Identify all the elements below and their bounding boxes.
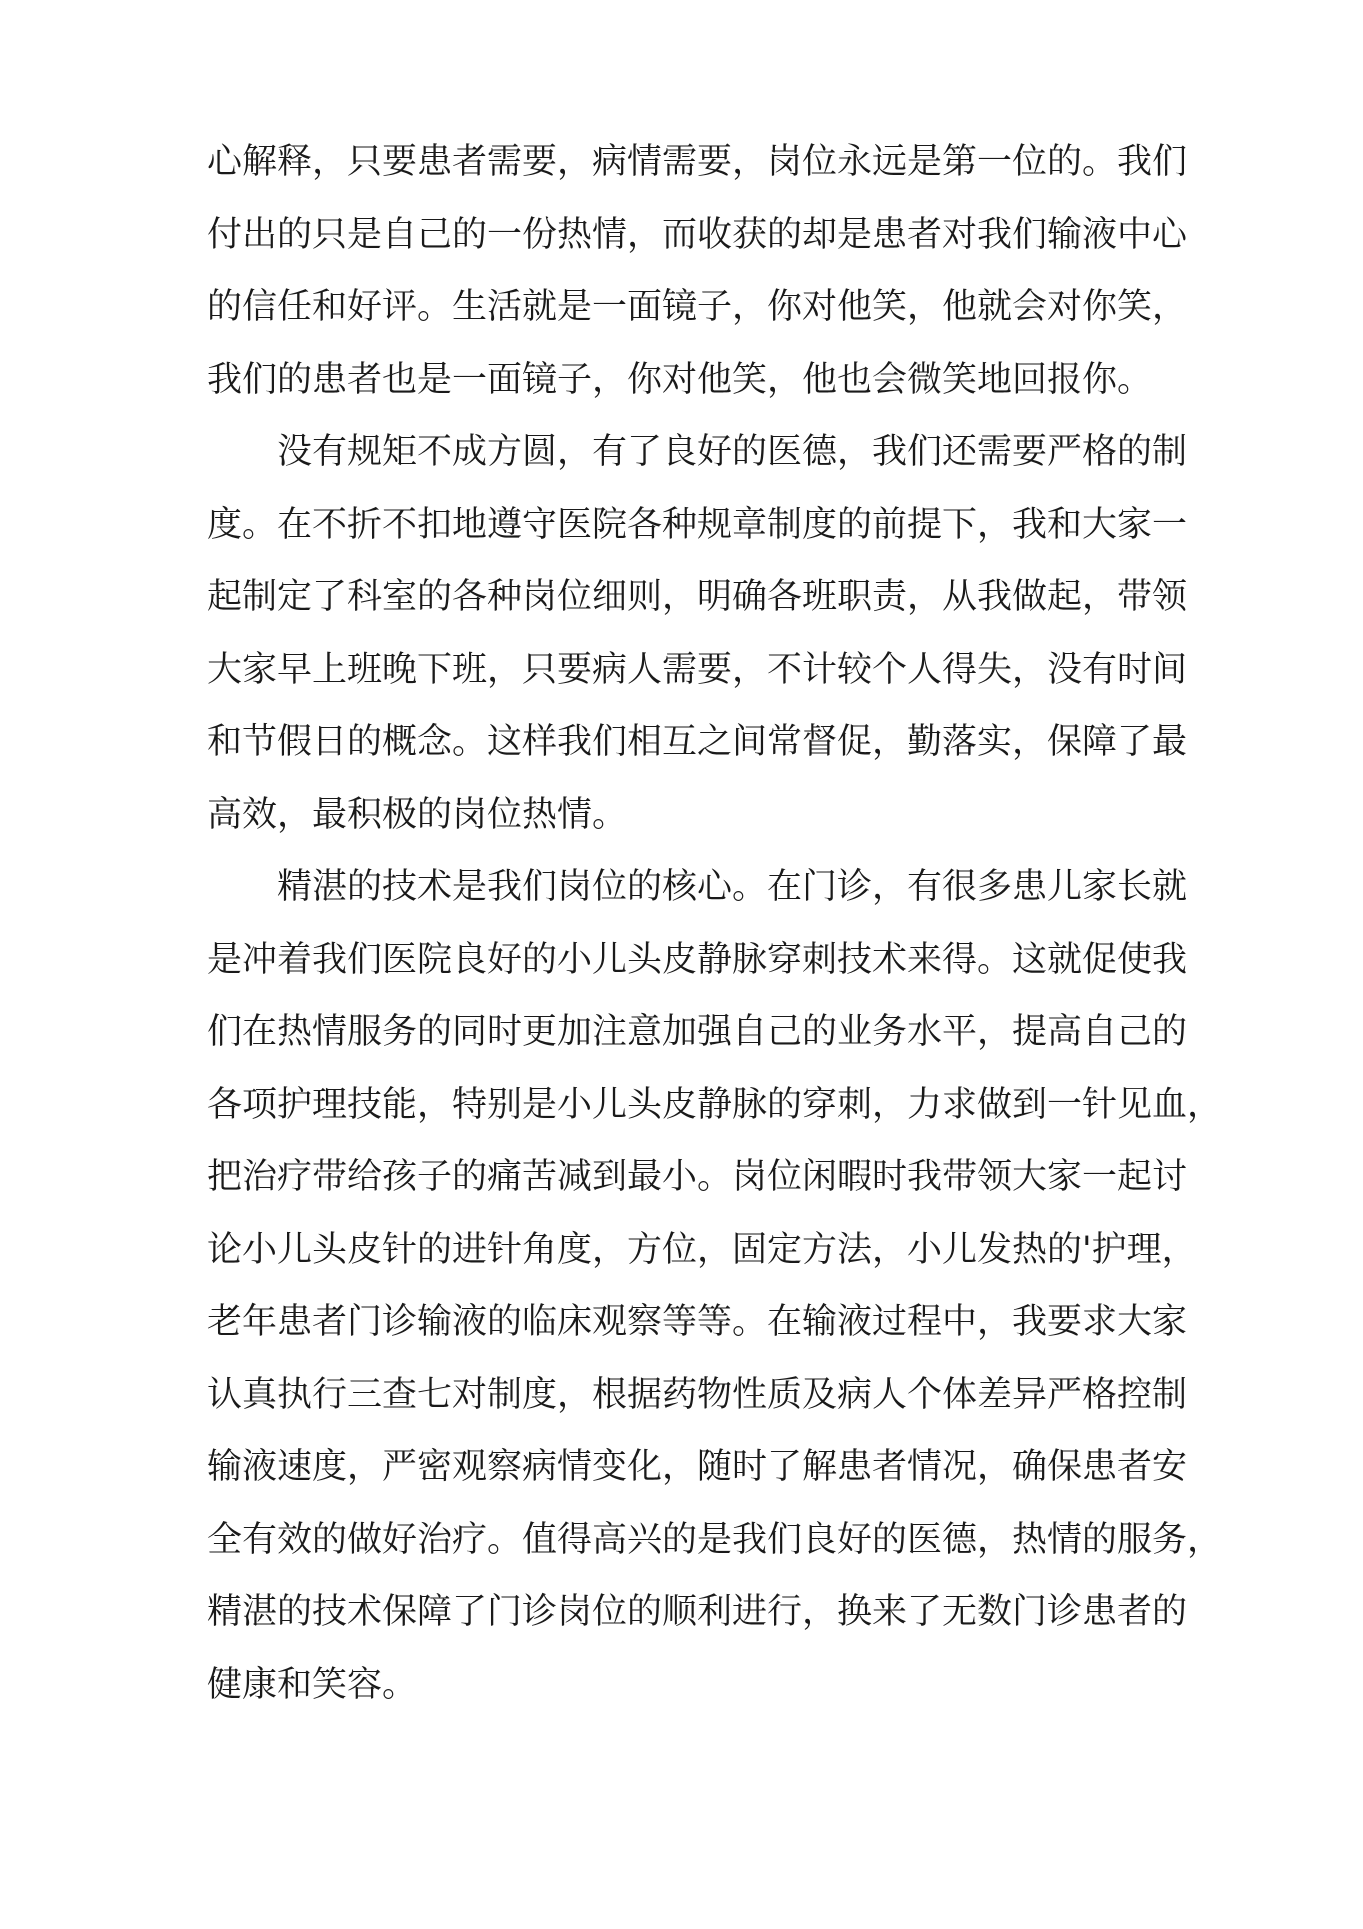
- paragraph-1: [207, 126, 1187, 416]
- paragraph-3: [207, 851, 1223, 1721]
- paragraph-line: 度。在不折不扣地遵守医院各种规章制度的前提下，我和大家一: [207, 504, 1188, 545]
- paragraph-line: 心解释，只要患者需要，病情需要，岗位永远是第一位的。我们: [207, 142, 1188, 182]
- paragraph-line: 高效，最积极的岗位热情。: [207, 794, 628, 835]
- paragraph-line: 论小儿头皮针的进针角度，方位，固定方法，小儿发热的'护理，: [207, 1229, 1197, 1270]
- paragraph-line: 把治疗带给孩子的痛苦减到最小。岗位闲暇时我带领大家一起讨: [207, 1157, 1188, 1197]
- paragraph-line: 输液速度，严密观察病情变化，随时了解患者情况，确保患者安: [207, 1447, 1188, 1487]
- document-body: [207, 126, 1223, 1721]
- paragraph-line: 没有规矩不成方圆，有了良好的医德，我们还需要严格的制: [277, 432, 1188, 472]
- paragraph-line: 精湛的技术保障了门诊岗位的顺利进行，换来了无数门诊患者的: [207, 1592, 1188, 1632]
- paragraph-line: 老年患者门诊输液的临床观察等等。在输液过程中，我要求大家: [207, 1302, 1188, 1342]
- paragraph-line: 起制定了科室的各种岗位细则，明确各班职责，从我做起，带领: [207, 577, 1188, 617]
- paragraph-line: 是冲着我们医院良好的小儿头皮静脉穿刺技术来得。这就促使我: [207, 939, 1188, 980]
- paragraph-line: 我们的患者也是一面镜子，你对他笑，他也会微笑地回报你。: [207, 359, 1153, 400]
- paragraph-line: 和节假日的概念。这样我们相互之间常督促，勤落实，保障了最: [207, 722, 1188, 762]
- paragraph-line: 全有效的做好治疗。值得高兴的是我们良好的医德，热情的服务，: [207, 1519, 1223, 1560]
- paragraph-2: [207, 416, 1187, 851]
- paragraph-line: 付出的只是自己的一份热情，而收获的却是患者对我们输液中心: [207, 214, 1188, 255]
- paragraph-line: 各项护理技能，特别是小儿头皮静脉的穿刺，力求做到一针见血，: [207, 1084, 1223, 1125]
- paragraph-line: 们在热情服务的同时更加注意加强自己的业务水平，提高自己的: [207, 1012, 1188, 1052]
- paragraph-line: 认真执行三查七对制度，根据药物性质及病人个体差异严格控制: [207, 1374, 1188, 1415]
- paragraph-line: 的信任和好评。生活就是一面镜子，你对他笑，他就会对你笑，: [207, 287, 1188, 327]
- paragraph-line: 大家早上班晚下班，只要病人需要，不计较个人得失，没有时间: [207, 649, 1188, 690]
- paragraph-line: 精湛的技术是我们岗位的核心。在门诊，有很多患儿家长就: [277, 867, 1188, 907]
- paragraph-line: 健康和笑容。: [207, 1664, 418, 1705]
